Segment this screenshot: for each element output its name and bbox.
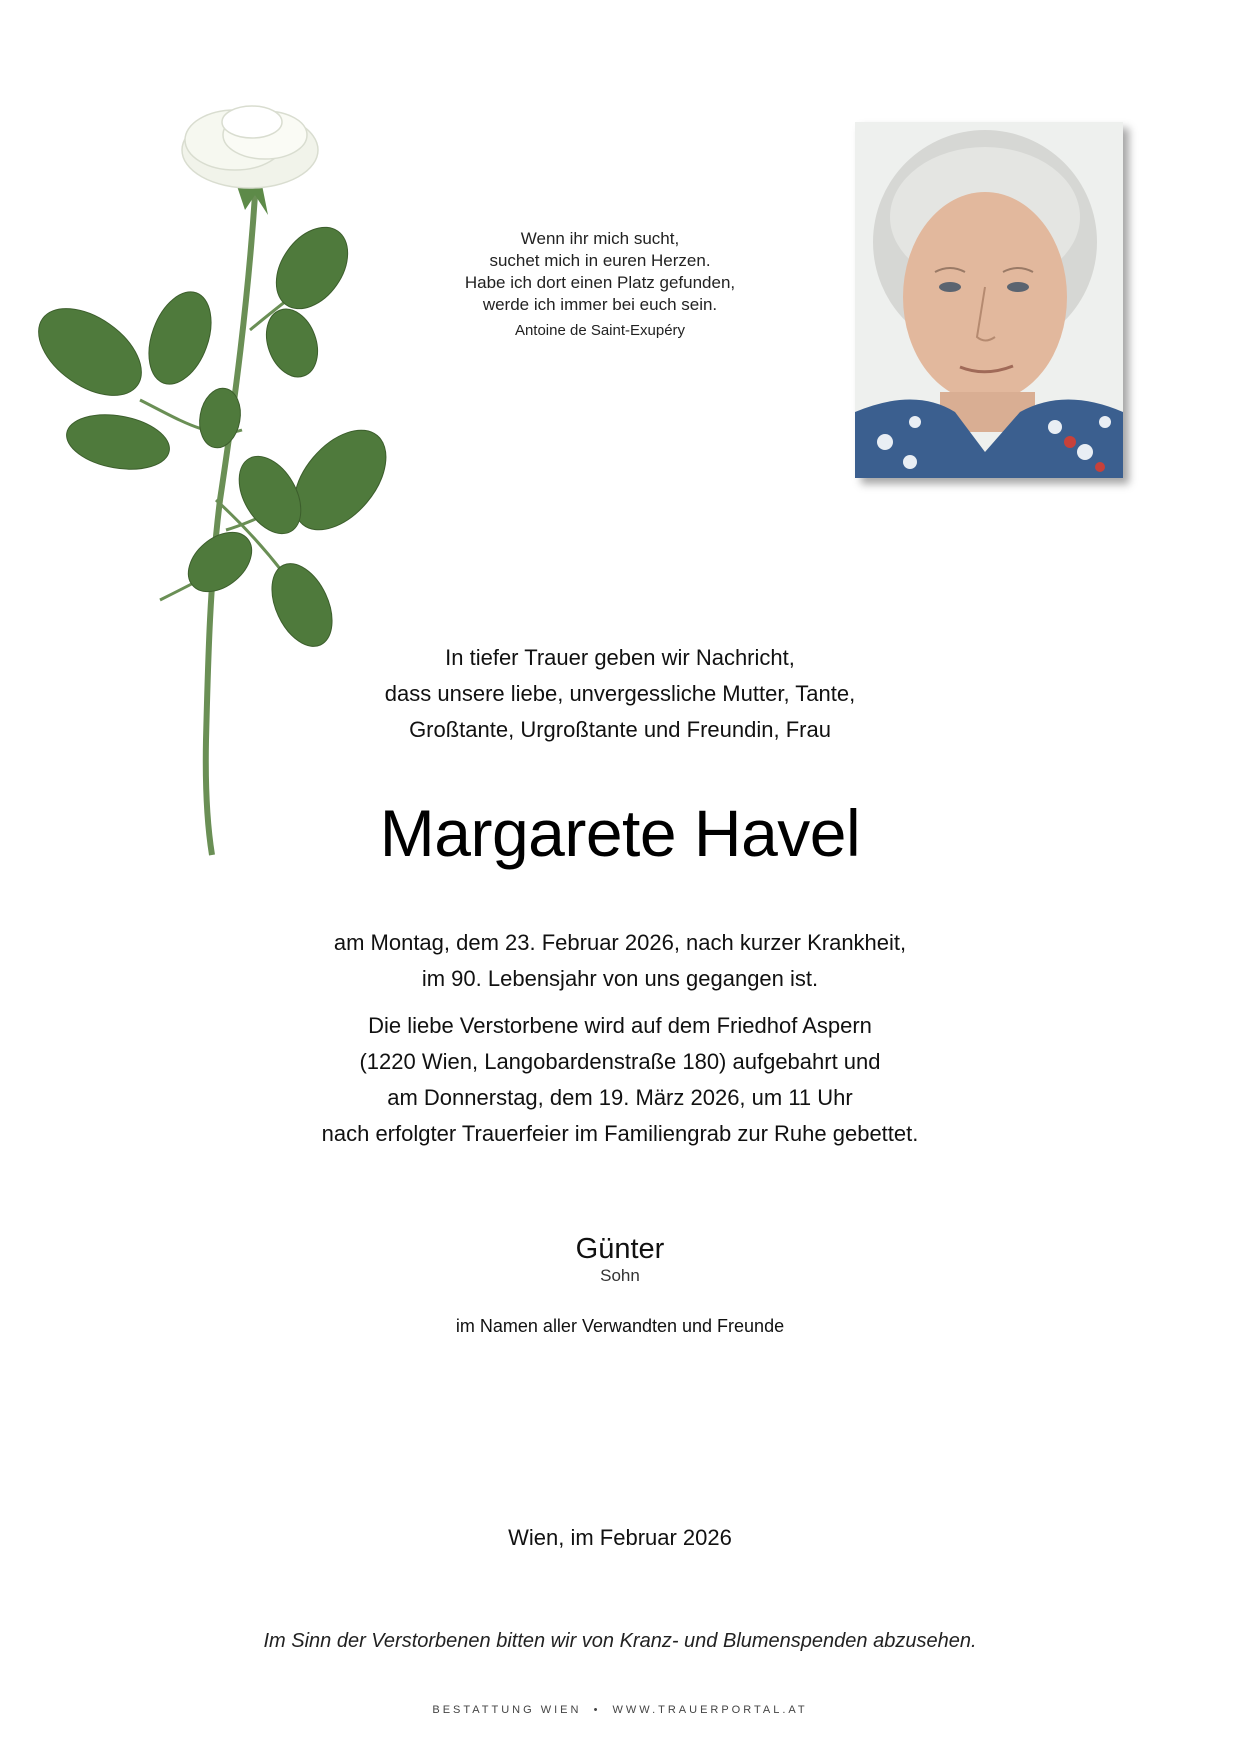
family-line: im Namen aller Verwandten und Freunde bbox=[455, 1316, 785, 1336]
death-notice-line: am Montag, dem 23. Februar 2026, nach kurzer Krankheit, bbox=[333, 930, 907, 955]
place-date: Wien, im Februar 2026 bbox=[508, 1525, 732, 1550]
quote-line: suchet mich in euren Herzen. bbox=[489, 251, 711, 270]
death-notice-line: im 90. Lebensjahr von uns gegangen ist. bbox=[421, 966, 819, 991]
deceased-name: Margarete Havel bbox=[379, 796, 861, 870]
quote-line: werde ich immer bei euch sein. bbox=[482, 295, 718, 314]
signer-block bbox=[0, 1232, 1240, 1286]
quote-line: Wenn ihr mich sucht, bbox=[520, 229, 680, 248]
intro-line: dass unsere liebe, unvergessliche Mutter, Tante, bbox=[384, 681, 856, 706]
portrait-photo bbox=[855, 122, 1123, 478]
signer-name: Günter bbox=[575, 1233, 665, 1265]
funeral-line: nach erfolgter Trauerfeier im Familiengrab zur Ruhe gebettet. bbox=[321, 1121, 919, 1146]
quote-author: Antoine de Saint-Exupéry bbox=[514, 322, 686, 339]
quote-block bbox=[400, 228, 800, 339]
funeral-line: Die liebe Verstorbene wird auf dem Friedhof Aspern bbox=[368, 1013, 872, 1038]
signer-role: Sohn bbox=[600, 1266, 640, 1285]
intro-line: Großtante, Urgroßtante und Freundin, Frau bbox=[409, 717, 831, 742]
funeral-line: (1220 Wien, Langobardenstraße 180) aufgebahrt und bbox=[359, 1049, 881, 1074]
intro-line: In tiefer Trauer geben wir Nachricht, bbox=[445, 645, 795, 670]
intro-block bbox=[0, 640, 1240, 748]
death-notice-block bbox=[0, 925, 1240, 997]
donation-note: Im Sinn der Verstorbenen bitten wir von Kranz- und Blumenspenden abzusehen. bbox=[263, 1630, 977, 1652]
funeral-line: am Donnerstag, dem 19. März 2026, um 11 Uhr bbox=[387, 1085, 853, 1110]
funeral-block bbox=[0, 1008, 1240, 1152]
quote-line: Habe ich dort einen Platz gefunden, bbox=[464, 273, 736, 292]
footer: BESTATTUNG WIEN • WWW.TRAUERPORTAL.AT bbox=[432, 1704, 808, 1716]
